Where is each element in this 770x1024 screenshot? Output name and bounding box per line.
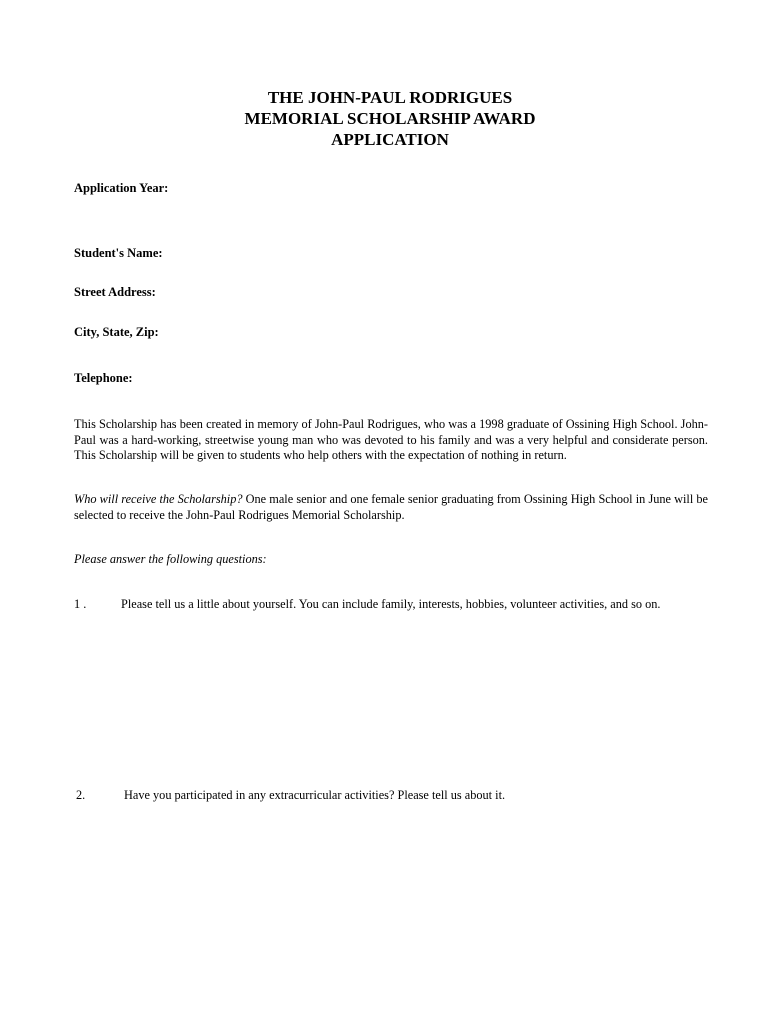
receive-answer: One male senior and one female senior graduating from Ossining High School in June will be selected to receive the John-Paul Rodrigues Memorial Scholarship.	[74, 492, 709, 522]
document-title	[0, 87, 770, 150]
student-name-label: Student's Name:	[74, 246, 163, 260]
instructions: Please answer the following questions:	[74, 552, 267, 566]
title-line-3: APPLICATION	[331, 130, 449, 149]
question-2-text: Have you participated in any extracurricular activities? Please tell us about it.	[124, 788, 506, 802]
question-2-number: 2.	[76, 788, 86, 802]
title-line-1: THE JOHN-PAUL RODRIGUES	[267, 88, 513, 107]
title-line-2: MEMORIAL SCHOLARSHIP AWARD	[244, 109, 536, 128]
telephone-label: Telephone:	[74, 371, 133, 385]
street-address-label: Street Address:	[74, 285, 156, 299]
receive-question: Who will receive the Scholarship?	[74, 492, 243, 506]
question-1-text: Please tell us a little about yourself. You can include family, interests, hobbies, volunteer activities, and so on.	[121, 597, 661, 611]
intro-paragraph: This Scholarship has been created in memory of John-Paul Rodrigues, who was a 1998 graduate of Ossining High School. John-Paul was a hard-working, streetwise young man who was devoted to his family and was a very helpful and considerate person. This Scholarship will be given to students who help others with the expectation of nothing in return.	[74, 417, 708, 462]
city-state-zip-label: City, State, Zip:	[74, 325, 159, 339]
application-year-label: Application Year:	[74, 181, 169, 195]
question-1-number: 1 .	[74, 597, 87, 611]
receive-paragraph	[74, 492, 708, 523]
